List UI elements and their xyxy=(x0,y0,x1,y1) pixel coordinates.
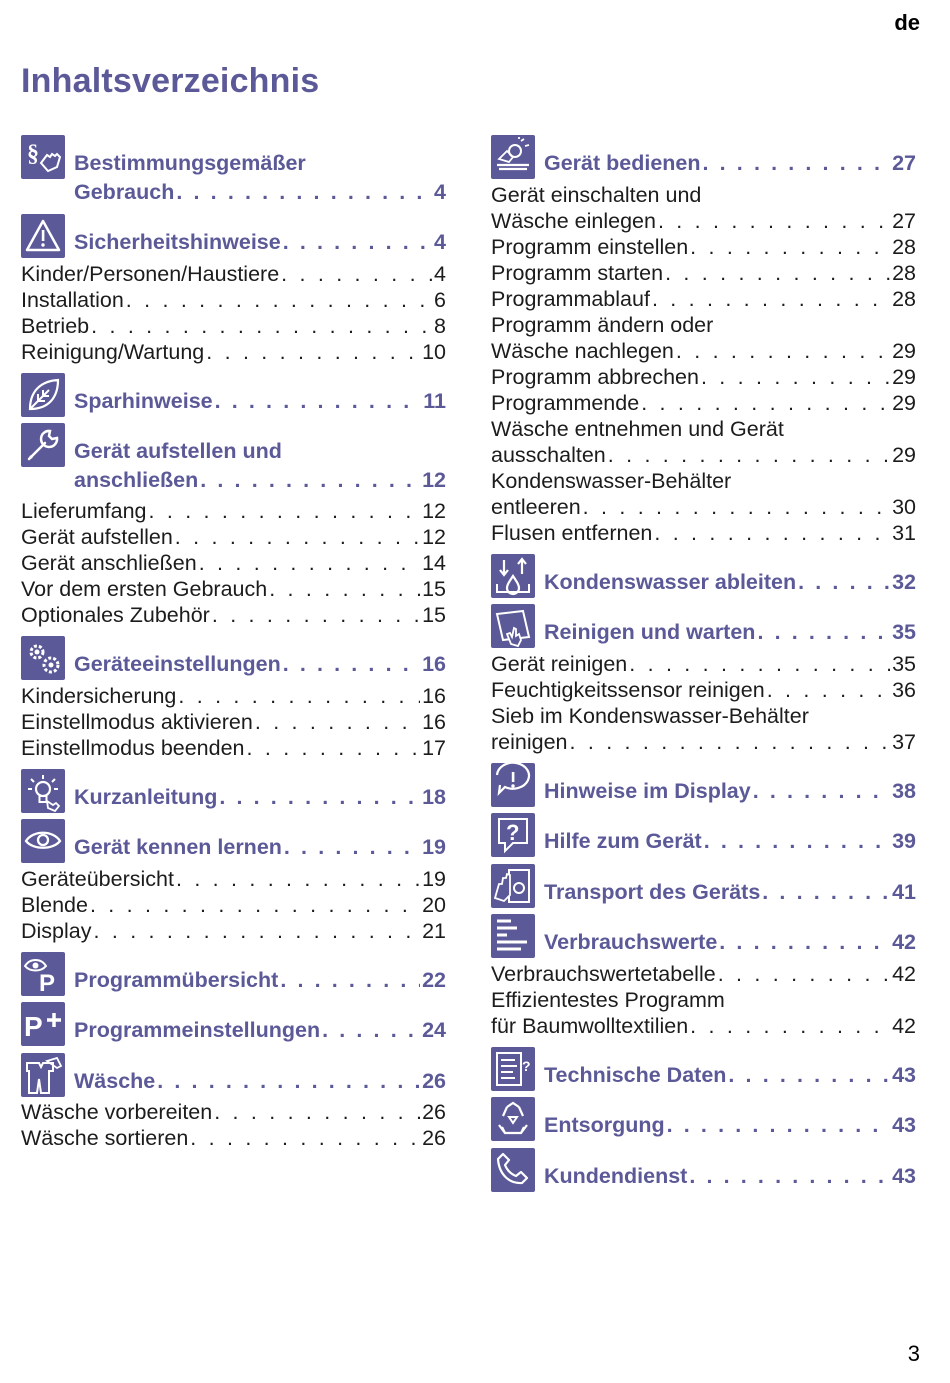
subentry-label: Wäsche sortieren xyxy=(21,1126,189,1150)
page-ref: 37 xyxy=(892,729,916,754)
leaf-icon xyxy=(21,373,65,417)
section-title: Sparhinweise xyxy=(74,388,213,413)
section-title: Transport des Geräts xyxy=(544,879,761,904)
subentry-label: Programmende xyxy=(491,390,640,415)
toc-subentry[interactable] xyxy=(21,735,446,761)
dot-leader xyxy=(284,833,420,862)
toc-subentry[interactable] xyxy=(491,182,916,234)
subentry-label: Programm einstellen xyxy=(491,234,689,259)
toc-subentry[interactable] xyxy=(491,651,916,677)
page-ref: 4 xyxy=(434,261,446,286)
toc-entry-row xyxy=(74,373,446,416)
dot-leader xyxy=(757,618,890,647)
page-ref: 12 xyxy=(422,467,446,492)
toc-entry-row xyxy=(21,1099,446,1125)
section-title: Technische Daten xyxy=(544,1062,727,1087)
section-title: Kurzanleitung xyxy=(74,784,218,809)
dot-leader xyxy=(652,286,890,312)
section-title: Reinigen und warten xyxy=(544,620,756,644)
toc-subentry[interactable] xyxy=(21,892,446,918)
toc-entry-row xyxy=(544,1148,916,1191)
page-ref: 31 xyxy=(892,520,916,545)
dot-leader xyxy=(199,550,420,576)
toc-section[interactable] xyxy=(491,554,916,597)
page-ref: 35 xyxy=(892,651,916,676)
page-ref: 16 xyxy=(422,683,446,708)
language-label: de xyxy=(894,10,920,35)
page-ref: 18 xyxy=(422,784,446,809)
toc-section[interactable] xyxy=(21,636,446,679)
page-ref: 17 xyxy=(422,735,446,760)
page-ref: 42 xyxy=(892,961,916,986)
page-ref: 39 xyxy=(892,829,916,853)
operate-appliance-icon xyxy=(491,135,535,179)
page-ref: 43 xyxy=(892,1062,916,1087)
toc-entry-row xyxy=(21,498,446,524)
toc-subentry[interactable] xyxy=(21,524,446,550)
toc-entry-row xyxy=(21,602,446,628)
toc-entry-row xyxy=(21,709,446,735)
dot-leader xyxy=(283,650,420,679)
toc-subentry[interactable] xyxy=(21,550,446,576)
clean-icon xyxy=(491,604,535,648)
subentry-label: Wäsche nachlegen xyxy=(491,338,674,363)
toc-subentry[interactable] xyxy=(21,602,446,628)
subentry-label: Lieferumfang xyxy=(21,499,147,523)
toc-subentry[interactable] xyxy=(491,677,916,703)
dot-leader xyxy=(176,866,420,892)
toc-section[interactable] xyxy=(21,214,446,257)
page-ref: 4 xyxy=(434,179,446,204)
toc-section[interactable] xyxy=(21,373,446,416)
page-ref: 15 xyxy=(422,577,446,601)
help-icon xyxy=(491,813,535,857)
page-ref: 26 xyxy=(422,1126,446,1150)
toc-entry-row xyxy=(21,683,446,709)
dot-leader xyxy=(608,442,890,468)
page-ref: 10 xyxy=(422,339,446,364)
toc-subentry[interactable] xyxy=(491,961,916,987)
toc-entry-row xyxy=(544,604,916,647)
subentry-label: entleeren xyxy=(491,494,581,519)
toc-section[interactable] xyxy=(21,819,446,862)
page-ref: 4 xyxy=(434,230,446,254)
subentry-label: Reinigung/Wartung xyxy=(21,339,205,364)
page-ref: 29 xyxy=(892,390,916,415)
toc-subentry[interactable] xyxy=(21,1099,446,1125)
dot-leader xyxy=(689,1162,890,1191)
toc-section[interactable] xyxy=(21,769,446,812)
toc-entry-row xyxy=(21,576,446,602)
subentry-label: Kindersicherung xyxy=(21,683,177,708)
page-ref: 29 xyxy=(892,338,916,363)
subentry-label: Programmablauf xyxy=(491,286,650,311)
page-ref: 36 xyxy=(892,677,916,702)
page-ref: 14 xyxy=(422,551,446,575)
dot-leader xyxy=(654,520,890,546)
dot-leader xyxy=(704,827,890,856)
toc-entry-row xyxy=(491,651,916,677)
page-ref: 28 xyxy=(892,234,916,259)
page-ref: 8 xyxy=(434,313,446,338)
page-ref: 35 xyxy=(892,620,916,644)
section-title: Gerät kennen lernen xyxy=(74,835,282,859)
toc-entry-row xyxy=(544,1047,916,1090)
subentry-label: Flusen entfernen xyxy=(491,520,653,545)
section-title: Entsorgung xyxy=(544,1113,665,1137)
section-title: Gerät aufstellen und xyxy=(74,439,282,463)
toc-subentry[interactable] xyxy=(21,313,446,339)
subentry-label: Blende xyxy=(21,892,88,917)
page-ref: 28 xyxy=(892,260,916,285)
toc-entry-row xyxy=(74,952,446,995)
toc-entry-row xyxy=(491,729,916,755)
svg-text:P: P xyxy=(39,969,56,996)
program-overview-icon xyxy=(21,952,65,996)
subentry-label: Gerät aufstellen xyxy=(21,525,173,549)
toc-subentry[interactable] xyxy=(491,520,916,546)
dot-leader xyxy=(206,339,420,365)
subentry-label: Display xyxy=(21,918,92,943)
page-ref: 11 xyxy=(423,388,446,413)
toc-entry-row xyxy=(491,338,916,364)
subentry-label: Kinder/Personen/Haustiere xyxy=(21,261,280,286)
page-ref: 41 xyxy=(892,879,916,904)
toc-entry-row xyxy=(491,260,916,286)
toc-subentry[interactable] xyxy=(21,709,446,735)
subentry-label: Wäsche entnehmen und Gerät xyxy=(491,416,784,441)
toc-section[interactable] xyxy=(21,1002,446,1045)
program-settings-icon xyxy=(21,1002,65,1046)
eye-icon xyxy=(21,819,65,863)
page-ref: 12 xyxy=(422,499,446,523)
toc-subentry[interactable] xyxy=(21,866,446,892)
toc-right-column xyxy=(491,135,916,1190)
dot-leader xyxy=(798,568,890,597)
lightbulb-icon xyxy=(21,769,65,813)
toc-entry-row xyxy=(74,178,446,207)
page-ref: 21 xyxy=(422,918,446,943)
subentry-label: Einstellmodus beenden xyxy=(21,735,245,760)
toc-entry-row xyxy=(21,313,446,339)
gears-icon xyxy=(21,636,65,680)
toc-section[interactable] xyxy=(491,914,916,957)
subentry-label: Programm ändern oder xyxy=(491,312,714,337)
dot-leader xyxy=(215,387,422,416)
toc-entry-row xyxy=(544,864,916,907)
subentry-label: Betrieb xyxy=(21,313,90,338)
technical-data-icon xyxy=(491,1047,535,1091)
page-ref: 38 xyxy=(892,778,916,803)
toc-entry-row xyxy=(544,813,916,856)
dot-leader xyxy=(753,777,890,806)
toc-subentry[interactable] xyxy=(491,234,916,260)
subentry-label: Sieb im Kondenswasser-Behälter xyxy=(491,703,809,728)
toc-section[interactable] xyxy=(21,1053,446,1096)
toc-subentry[interactable] xyxy=(491,312,916,364)
toc-subentry[interactable] xyxy=(491,987,916,1039)
dot-leader xyxy=(176,178,432,207)
subentry-label: Einstellmodus aktivieren xyxy=(21,709,253,734)
svg-text:?: ? xyxy=(522,1057,531,1074)
section-title: anschließen xyxy=(74,467,199,492)
subentry-label: Wäsche vorbereiten xyxy=(21,1100,213,1124)
page-ref: 42 xyxy=(892,930,916,954)
dot-leader xyxy=(676,338,890,364)
toc-subentry[interactable] xyxy=(491,416,916,468)
dot-leader xyxy=(570,729,891,755)
toc-entry-row xyxy=(491,286,916,312)
page-ref: 19 xyxy=(422,866,446,891)
toc-subentry[interactable] xyxy=(21,1125,446,1151)
toc-entry-row xyxy=(21,287,446,313)
warning-triangle-icon xyxy=(21,214,65,258)
dot-leader xyxy=(255,709,420,735)
recycle-icon xyxy=(491,1097,535,1141)
section-title: Bestimmungsgemäßer xyxy=(74,151,306,175)
dot-leader xyxy=(703,149,891,178)
toc-entry-row xyxy=(491,390,916,416)
toc-entry-row xyxy=(544,763,916,806)
toc-entry-row xyxy=(491,442,916,468)
laundry-icon xyxy=(21,1053,65,1097)
page-title: Inhaltsverzeichnis xyxy=(21,62,320,100)
dot-leader xyxy=(190,1125,420,1151)
dot-leader xyxy=(175,524,420,550)
dot-leader xyxy=(200,466,420,495)
subentry-label: Feuchtigkeitssensor reinigen xyxy=(491,677,765,702)
toc-subentry[interactable] xyxy=(491,703,916,755)
transport-icon xyxy=(491,864,535,908)
page-ref: 26 xyxy=(422,1100,446,1124)
dot-leader xyxy=(212,602,420,628)
toc-entry-row xyxy=(544,135,916,178)
toc-section[interactable] xyxy=(21,423,446,494)
page-ref: 42 xyxy=(892,1013,916,1038)
dot-leader xyxy=(728,1061,890,1090)
dot-leader xyxy=(94,918,421,944)
toc-section[interactable] xyxy=(491,1148,916,1191)
dot-leader xyxy=(767,677,890,703)
svg-text:P: P xyxy=(24,1011,43,1042)
toc-subentry[interactable] xyxy=(491,364,916,390)
page-ref: 24 xyxy=(422,1018,446,1042)
display-notice-icon xyxy=(491,763,535,807)
toc-section[interactable] xyxy=(21,952,446,995)
dot-leader xyxy=(667,1111,890,1140)
toc-section[interactable] xyxy=(491,1047,916,1090)
toc-subentry[interactable] xyxy=(21,498,446,524)
toc-entry-row xyxy=(74,636,446,679)
dot-leader xyxy=(281,261,432,287)
section-title: Wäsche xyxy=(74,1068,156,1093)
page-ref: 20 xyxy=(422,892,446,917)
subentry-label: Kondenswasser-Behälter xyxy=(491,468,732,493)
page-ref: 32 xyxy=(892,569,916,594)
subentry-label: Gerät anschließen xyxy=(21,551,197,575)
page-ref: 27 xyxy=(892,208,916,233)
dot-leader xyxy=(247,735,421,761)
toc-section[interactable] xyxy=(21,135,446,206)
toc-entry-row xyxy=(21,550,446,576)
toc-section[interactable] xyxy=(491,1097,916,1140)
subentry-label: ausschalten xyxy=(491,442,606,467)
dot-leader xyxy=(718,961,890,987)
toc-entry-row xyxy=(544,1097,916,1140)
toc-entry-row xyxy=(491,677,916,703)
subentry-label: Effizientestes Programm xyxy=(491,987,725,1012)
toc-entry-row xyxy=(74,769,446,812)
subentry-label: Wäsche einlegen xyxy=(491,208,656,233)
page-ref: 16 xyxy=(422,709,446,734)
toc-subentry[interactable] xyxy=(21,287,446,313)
toc-entry-row xyxy=(21,524,446,550)
toc-entry-row xyxy=(491,234,916,260)
dot-leader xyxy=(126,287,432,313)
subentry-label: für Baumwolltextilien xyxy=(491,1013,689,1038)
subentry-label: Gerät reinigen xyxy=(491,651,628,676)
subentry-label: Installation xyxy=(21,287,124,312)
svg-text:§: § xyxy=(27,141,39,167)
page-ref: 6 xyxy=(434,287,446,312)
dot-leader xyxy=(157,1067,420,1096)
toc-entry-row xyxy=(491,961,916,987)
toc-subentry[interactable] xyxy=(21,683,446,709)
toc-subentry[interactable] xyxy=(491,260,916,286)
dot-leader xyxy=(214,1099,420,1125)
section-title: Kundendienst xyxy=(544,1163,688,1188)
page-ref: 22 xyxy=(422,967,446,992)
section-title: Gerät bedienen xyxy=(544,151,701,175)
dot-leader xyxy=(91,313,432,339)
toc-left-column xyxy=(21,135,446,1151)
dot-leader xyxy=(690,234,890,260)
toc-entry-row xyxy=(74,819,446,862)
toc-section[interactable] xyxy=(491,813,916,856)
subentry-label: Programm starten xyxy=(491,260,664,285)
toc-entry-row xyxy=(74,1002,446,1045)
section-title: Sicherheitshinweise xyxy=(74,230,281,254)
toc-entry-row xyxy=(491,520,916,546)
toc-entry-row xyxy=(21,1125,446,1151)
toc-section[interactable] xyxy=(491,864,916,907)
page-ref: 29 xyxy=(892,364,916,389)
page-ref: 43 xyxy=(892,1113,916,1137)
dot-leader xyxy=(690,1013,890,1039)
dot-leader xyxy=(641,390,890,416)
subentry-label: Optionales Zubehör xyxy=(21,603,210,627)
toc-subentry[interactable] xyxy=(491,390,916,416)
toc-entry-row xyxy=(544,914,916,957)
dot-leader xyxy=(219,783,420,812)
wrench-icon xyxy=(21,423,65,467)
toc-subentry[interactable] xyxy=(21,918,446,944)
dot-leader xyxy=(280,966,420,995)
paragraph-hand-icon xyxy=(21,135,65,179)
subentry-label: Vor dem ersten Gebrauch xyxy=(21,577,268,601)
page-ref: 28 xyxy=(892,286,916,311)
toc-entry-row xyxy=(21,918,446,944)
dot-leader xyxy=(701,364,890,390)
page-ref: 43 xyxy=(892,1163,916,1188)
page-ref: 12 xyxy=(422,525,446,549)
consumption-icon xyxy=(491,914,535,958)
dot-leader xyxy=(719,928,890,957)
dot-leader xyxy=(283,228,432,257)
svg-text:?: ? xyxy=(506,820,520,845)
section-title: Hinweise im Display xyxy=(544,778,751,803)
toc-subentry[interactable] xyxy=(21,576,446,602)
toc-entry-row xyxy=(491,1013,916,1039)
toc-section[interactable] xyxy=(491,135,916,178)
toc-entry-row xyxy=(491,208,916,234)
toc-entry-row xyxy=(21,339,446,365)
page-number: 3 xyxy=(907,1341,920,1366)
section-title: Hilfe zum Gerät xyxy=(544,829,702,853)
dot-leader xyxy=(583,494,890,520)
toc-entry-row xyxy=(74,1053,446,1096)
toc-section[interactable] xyxy=(491,604,916,647)
dot-leader xyxy=(149,498,421,524)
section-title: Kondenswasser ableiten xyxy=(544,569,797,594)
section-title: Geräteeinstellungen xyxy=(74,652,281,676)
toc-subentry[interactable] xyxy=(491,468,916,520)
toc-subentry[interactable] xyxy=(21,339,446,365)
section-title: Gebrauch xyxy=(74,179,175,204)
page-ref: 27 xyxy=(892,151,916,175)
page-ref: 26 xyxy=(422,1068,446,1093)
subentry-label: reinigen xyxy=(491,729,568,754)
subentry-label: Programm abbrechen xyxy=(491,364,699,389)
toc-entry-row xyxy=(21,892,446,918)
section-title: Programmeinstellungen xyxy=(74,1018,321,1042)
toc-entry-row xyxy=(21,735,446,761)
toc-entry-row xyxy=(74,214,446,257)
section-title: Programmübersicht xyxy=(74,967,279,992)
page-ref: 29 xyxy=(892,442,916,467)
subentry-label: Geräteübersicht xyxy=(21,866,174,891)
page-ref: 16 xyxy=(422,652,446,676)
toc-subentry[interactable] xyxy=(491,286,916,312)
dot-leader xyxy=(629,651,890,677)
dot-leader xyxy=(665,260,890,286)
dot-leader xyxy=(90,892,420,918)
section-title: Verbrauchswerte xyxy=(544,930,718,954)
drain-condensate-icon xyxy=(491,554,535,598)
toc-subentry[interactable] xyxy=(21,261,446,287)
toc-section[interactable] xyxy=(491,763,916,806)
toc-entry-row xyxy=(21,866,446,892)
page-ref: 19 xyxy=(422,835,446,859)
dot-leader xyxy=(269,576,420,602)
dot-leader xyxy=(178,683,420,709)
toc-entry-row xyxy=(491,364,916,390)
subentry-label: Gerät einschalten und xyxy=(491,182,702,207)
subentry-label: Verbrauchswertetabelle xyxy=(491,961,716,986)
dot-leader xyxy=(762,878,890,907)
phone-icon xyxy=(491,1148,535,1192)
page-ref: 30 xyxy=(892,494,916,519)
dot-leader xyxy=(658,208,890,234)
toc-entry-row xyxy=(544,554,916,597)
dot-leader xyxy=(322,1016,420,1045)
page-ref: 15 xyxy=(422,603,446,627)
toc-entry-row xyxy=(491,494,916,520)
toc-entry-row xyxy=(74,466,446,495)
toc-entry-row xyxy=(21,261,446,287)
